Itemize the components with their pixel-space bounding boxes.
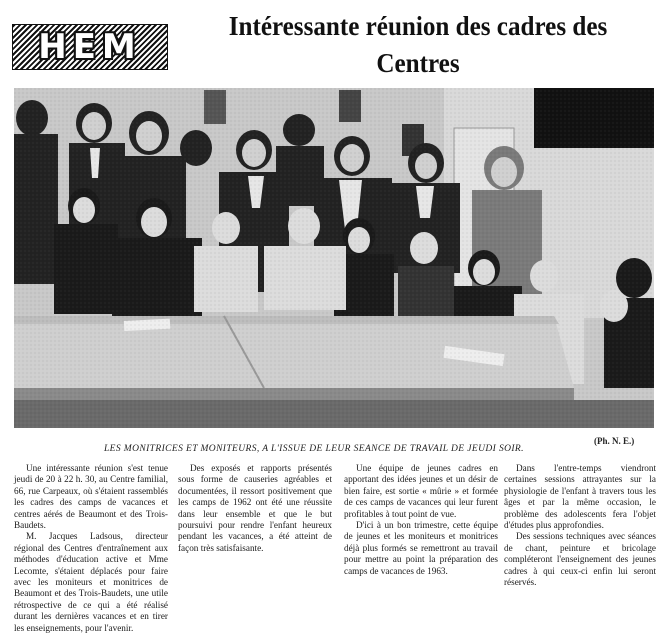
column-4-paragraph-1: Dans l'entre-temps viendront certaines sessions attrayantes sur la physiologie de l'enfant à travers tous les âges et par la même occasion, le problème des adolescents fera l'objet d'études plus approfondies. <box>504 463 656 531</box>
photo-caption: LES MONITRICES ET MONITEURS, A L'ISSUE DE LEUR SEANCE DE TRAVAIL DE JEUDI SOIR. <box>104 444 524 454</box>
article-column-2 <box>178 463 332 554</box>
section-label-text: HEM <box>38 27 142 67</box>
column-1-paragraph-1: Une intéressante réunion s'est tenue jeudi de 20 à 22 h. 30, au Centre familial, 66, rue Carpeaux, où s'étaient rassemblés les cadres des camps de vacances et centres aérés de Beaumont et des Trois-Baudets. <box>14 463 168 531</box>
headline-line-1: Intéressante réunion des cadres des Centres <box>228 11 608 78</box>
article-column-1 <box>14 463 168 634</box>
article-column-4 <box>504 463 656 588</box>
column-4-paragraph-2: Des sessions techniques avec séances de chant, peinture et bricolage compléteront l'enseignement des jeunes cadres à qui ceux-ci enfin lui seront réservés. <box>504 531 656 588</box>
column-1-paragraph-2: M. Jacques Ladsous, directeur régional des Centres d'entraînement aux méthodes d'éducation active et Mme Lecomte, s'étaient déplacés pour faire avec les moniteurs et monitrices de Beaumont et des Trois-Baudets, une utile rétrospective de ce qui a été réalisé durant les dernières vacances et en tirer les enseignements, pour l'avenir. <box>14 531 168 633</box>
group-photo <box>14 88 654 428</box>
column-3-paragraph-2: D'ici à un bon trimestre, cette équipe de jeunes et les moniteurs et monitrices déjà plus formés se remettront au travail pour mettre au point la préparation des camps de vacances de 1963. <box>344 520 498 576</box>
column-3-paragraph-1: Une équipe de jeunes cadres en apportant des idées jeunes et un désir de bien faire, est sortie « mûrie » et formée de ces camps de vacances qui leur furent profitables à tout point de vue. <box>344 463 498 519</box>
section-label-hem <box>12 24 168 70</box>
article-column-3 <box>344 463 498 577</box>
photo-credit: (Ph. N. E.) <box>594 436 635 446</box>
group-photo-drawing <box>14 88 654 428</box>
column-2-paragraph-1: Des exposés et rapports présentés sous forme de causeries agréables et documentées, il ressort positivement que les camps de 1962 ont été une réussite dans leur ensemble et que le but poursuivi pour rendre l'enfant heureux pendant les vacances, a été atteint de façon très satisfaisante. <box>178 463 332 553</box>
